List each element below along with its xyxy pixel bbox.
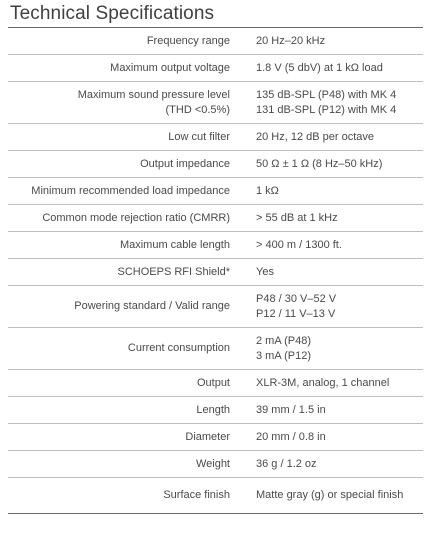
spec-label [8,184,240,199]
spec-value [240,457,423,472]
spec-row-current-consumption [8,328,423,370]
spec-label [8,211,240,226]
spec-value-text: 1 kΩ [256,184,279,197]
spec-value-text: 3 mA (P12) [256,349,312,362]
spec-label-text: Minimum recommended load impedance [31,184,230,197]
spec-row-powering-standard [8,286,423,328]
spec-label-text: Powering standard / Valid range [74,300,230,312]
spec-value-text: 20 mm / 0.8 in [256,430,326,443]
spec-row-surface-finish [8,478,423,514]
spec-row-cmrr [8,205,423,232]
spec-label-text: Surface finish [163,489,230,501]
spec-label-text: Maximum sound pressure level [77,88,230,101]
spec-value-text: 50 Ω ± 1 Ω (8 Hz–50 kHz) [256,157,383,170]
spec-label-text: Common mode rejection ratio (CMRR) [42,211,230,224]
spec-label [8,457,240,472]
spec-label-text: Maximum output voltage [110,61,230,74]
spec-value-text: 39 mm / 1.5 in [256,403,326,416]
spec-value-text: > 400 m / 1300 ft. [256,238,342,251]
spec-label [8,157,240,172]
spec-value [240,403,423,418]
spec-value [240,376,423,391]
spec-value-text: P48 / 30 V–52 V [256,292,337,305]
spec-label [8,403,240,418]
spec-value [240,211,423,226]
spec-value [240,265,423,280]
spec-label-text: Frequency range [146,34,230,47]
spec-value-text: 20 Hz, 12 dB per octave [256,130,375,143]
spec-label-text: Weight [195,457,230,470]
spec-label-text: Length [196,403,230,416]
spec-label-text: Output [196,376,230,389]
spec-row-max-output-voltage [8,55,423,82]
spec-value [240,238,423,253]
spec-value-text: 20 Hz–20 kHz [256,34,326,47]
spec-label [8,130,240,145]
spec-label [8,34,240,49]
spec-row-diameter [8,424,423,451]
spec-value [240,430,423,445]
spec-value-text: 135 dB-SPL (P48) with MK 4 [256,88,397,101]
spec-label [8,265,240,280]
spec-row-rfi-shield [8,259,423,286]
spec-value [240,88,423,118]
spec-row-max-cable-length [8,232,423,259]
spec-row-min-load-impedance [8,178,423,205]
spec-value [240,184,423,199]
spec-row-frequency-range [8,28,423,55]
spec-value-text: > 55 dB at 1 kHz [256,211,338,224]
spec-value [240,61,423,76]
spec-value-text: 131 dB-SPL (P12) with MK 4 [256,103,397,116]
spec-row-max-spl [8,82,423,124]
spec-label [8,88,240,118]
spec-value-text: 1.8 V (5 dbV) at 1 kΩ load [256,61,383,74]
spec-label-text: (THD <0.5%) [165,103,230,116]
spec-label [8,430,240,445]
page-title: Technical Specifications [8,0,423,28]
spec-value-text: XLR-3M, analog, 1 channel [256,376,390,389]
spec-label [8,376,240,391]
spec-label-text: SCHOEPS RFI Shield* [117,265,230,278]
spec-label [8,341,240,356]
spec-row-output-impedance [8,151,423,178]
spec-label-text: Maximum cable length [119,238,230,251]
spec-value [240,157,423,172]
spec-value-text: 2 mA (P48) [256,334,312,347]
spec-row-length [8,397,423,424]
spec-value [240,488,423,503]
spec-row-output [8,370,423,397]
spec-value [240,130,423,145]
spec-label [8,299,240,314]
spec-value-text: P12 / 11 V–13 V [256,307,336,320]
spec-label-text: Output impedance [140,157,230,170]
spec-value-text: Matte gray (g) or special finish [256,489,404,501]
spec-value [240,334,423,364]
spec-row-low-cut-filter [8,124,423,151]
spec-value-text: 36 g / 1.2 oz [256,457,317,470]
spec-value [240,292,423,322]
spec-label-text: Low cut filter [168,130,230,143]
spec-label [8,61,240,76]
spec-value-text: Yes [256,265,274,278]
spec-label-text: Diameter [185,430,230,443]
spec-label [8,238,240,253]
spec-row-weight [8,451,423,478]
spec-label [8,488,240,503]
spec-table [8,28,423,514]
spec-label-text: Current consumption [127,342,230,354]
spec-value [240,34,423,49]
